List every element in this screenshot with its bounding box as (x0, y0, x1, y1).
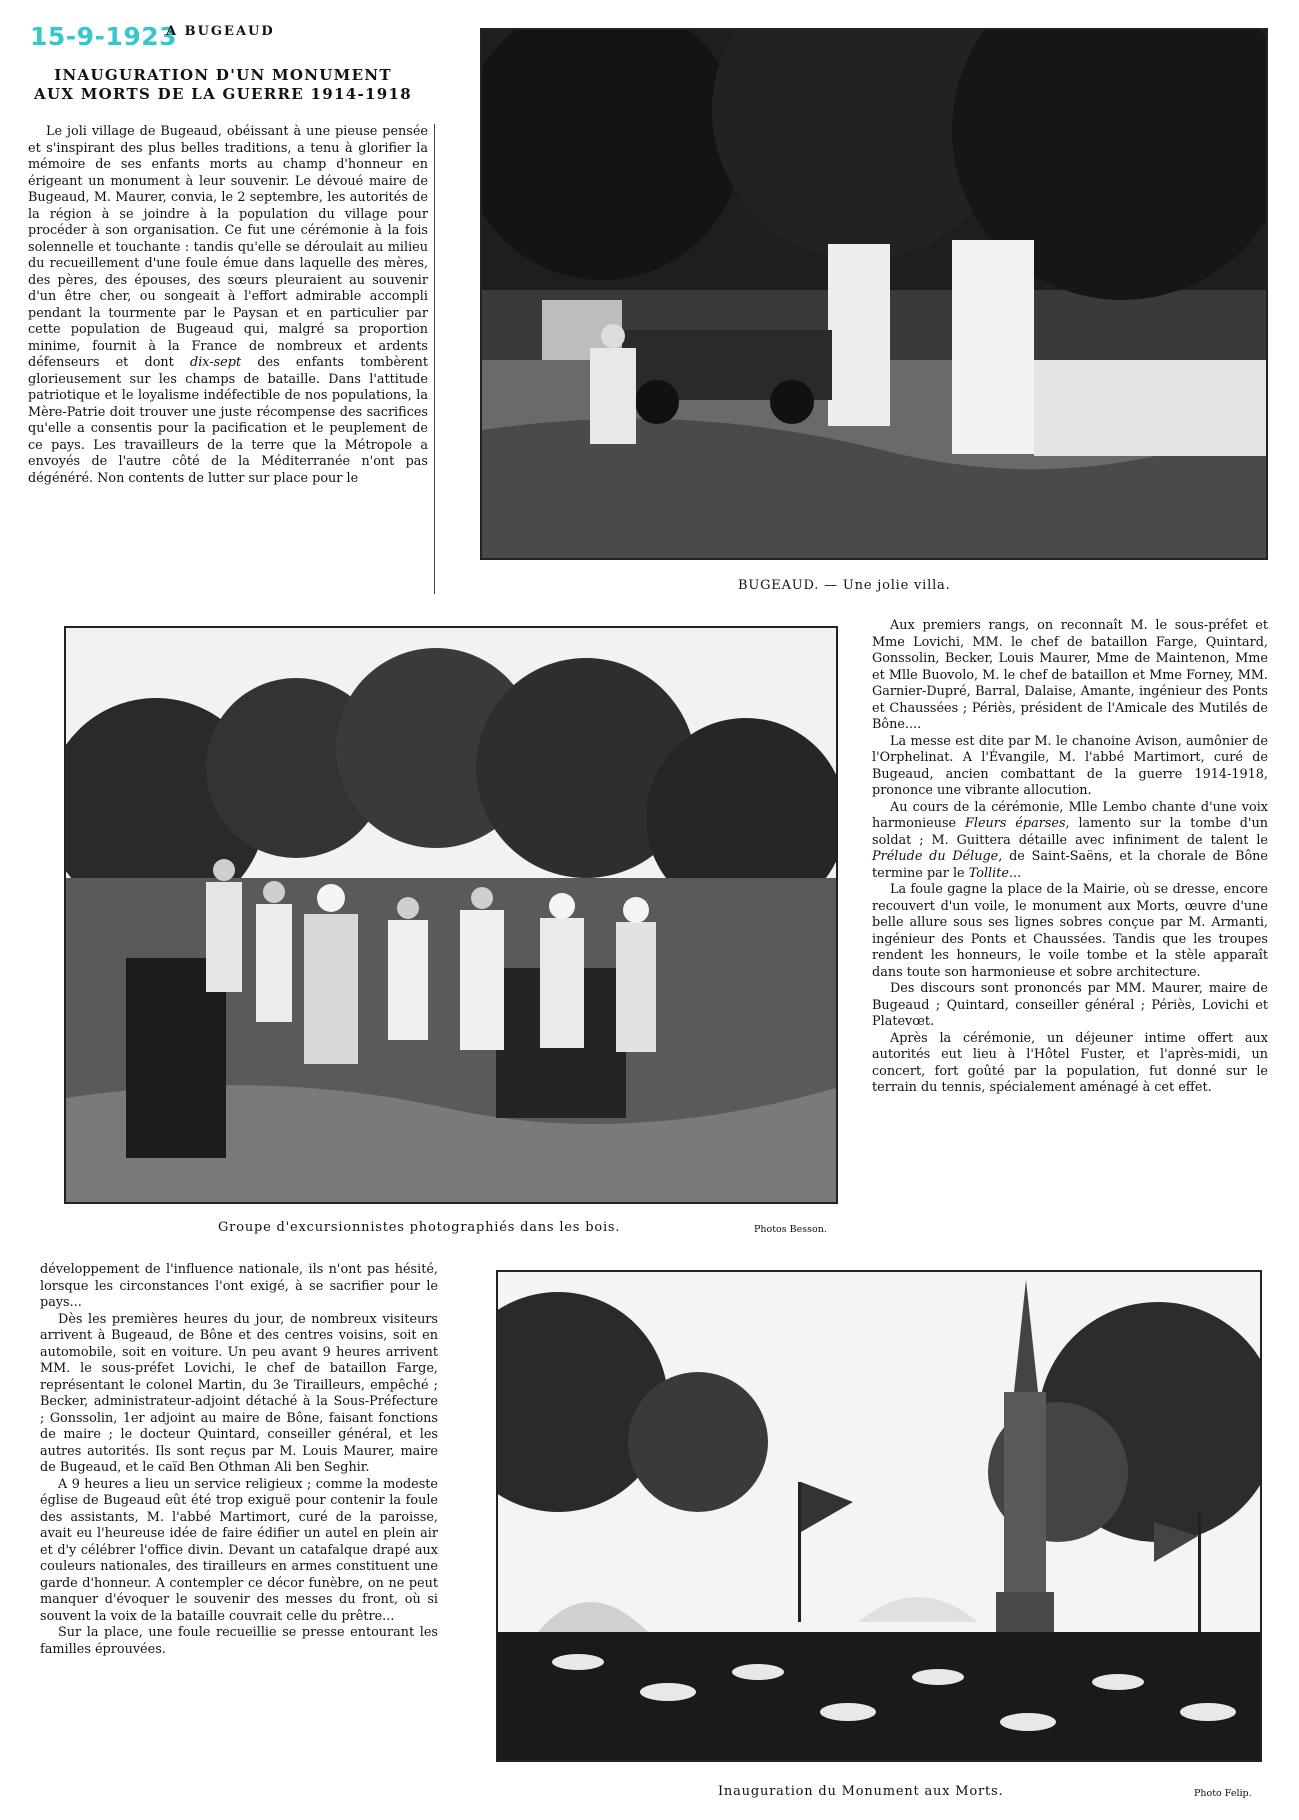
article-column-2 (872, 618, 1268, 1097)
date-stamp: 15-9-1923 (30, 22, 178, 51)
excursionists-image (66, 628, 836, 1202)
paragraph: Au cours de la cérémonie, Mlle Lembo chante d'une voix harmonieuse Fleurs éparses, lamento sur la tombe d'un soldat ; M. Guittera détaille avec infiniment de talent le Prélude du Déluge, de Saint-Saëns, et la chorale de Bône termine par le Tollite... (872, 799, 1268, 881)
monument-image (498, 1272, 1260, 1760)
column-divider (434, 124, 435, 594)
article-title (18, 66, 428, 104)
photo-excursionists-caption: Groupe d'excursionnistes photographiés dans les bois. (218, 1220, 621, 1235)
photo-monument-caption: Inauguration du Monument aux Morts. (718, 1784, 1004, 1799)
emphasis: dix-sept (190, 355, 242, 370)
photo-monument (496, 1270, 1262, 1762)
emphasis: Tollite (968, 865, 1009, 881)
paragraph: La messe est dite par M. le chanoine Avison, aumônier de l'Orphelinat. A l'Évangile, M. l'abbé Martimort, curé de Bugeaud, ancien combattant de la guerre 1914-1918, prononce une vibrante allocution. (872, 733, 1268, 798)
article-column-1 (28, 124, 428, 487)
photo-villa (480, 28, 1268, 560)
photo-villa-caption: BUGEAUD. — Une jolie villa. (738, 578, 951, 593)
paragraph: développement de l'influence nationale, ils n'ont pas hésité, lorsque les circonstances l'ont exigé, à se sacrifier pour le pays... (40, 1262, 438, 1310)
paragraph: Des discours sont prononcés par MM. Maurer, maire de Bugeaud ; Quintard, conseiller général ; Périès, Lovichi et Platevœt. (872, 981, 1268, 1029)
title-line-2: AUX MORTS DE LA GUERRE 1914-1918 (34, 85, 412, 103)
photo-monument-credit: Photo Felip. (1194, 1788, 1252, 1799)
paragraph: Sur la place, une foule recueillie se presse entourant les familles éprouvées. (40, 1625, 438, 1657)
emphasis: Prélude du Déluge (872, 849, 999, 864)
emphasis: Fleurs éparses (964, 816, 1066, 831)
paragraph: La foule gagne la place de la Mairie, où se dresse, encore recouvert d'un voile, le monument aux Morts, œuvre d'une belle allure sous ses lignes sobres conçue par M. Armanti, ingénieur des Ponts et Chaussées. Tandis que les troupes rendent les honneurs, le voile tombe et la stèle apparaît dans toute son harmonieuse et sobre architecture. (872, 882, 1268, 980)
paragraph: Dès les premières heures du jour, de nombreux visiteurs arrivent à Bugeaud, de Bône et des centres voisins, soit en automobile, soit en voiture. Un peu avant 9 heures arrivent MM. le sous-préfet Lovichi, le chef de bataillon Farge, représentant le colonel Martin, du 3e Tirailleurs, empêché ; Becker, administrateur-adjoint détaché à la Sous-Préfecture ; Gonssolin, 1er adjoint au maire de Bône, faisant fonctions de maire ; le docteur Quintard, conseiller général, et les autres autorités. Ils sont reçus par M. Louis Maurer, maire de Bugeaud, et le caïd Ben Othman Ali ben Seghir. (40, 1311, 438, 1475)
photo-excursionists-credit: Photos Besson. (754, 1224, 827, 1235)
paragraph: A 9 heures a lieu un service religieux ; comme la modeste église de Bugeaud eût été trop exiguë pour contenir la foule des assistants, M. l'abbé Martimort, curé de la paroisse, avait eu l'heureuse idée de faire édifier un autel en plein air et d'y célébrer l'office divin. Devant un catafalque drapé aux couleurs nationales, des tirailleurs en armes constituent une garde d'honneur. A contempler ce décor funèbre, on ne peut manquer d'évoquer le souvenir des messes du front, où si souvent la voix de la bataille couvrait celle du prêtre... (40, 1476, 438, 1624)
villa-image (482, 30, 1266, 558)
section-header: A BUGEAUD (166, 24, 275, 39)
photo-excursionists (64, 626, 838, 1204)
paragraph: Le joli village de Bugeaud, obéissant à une pieuse pensée et s'inspirant des plus belles traditions, a tenu à glorifier la mémoire de ses enfants morts au champ d'honneur en érigeant un monument à leur souvenir. Le dévoué maire de Bugeaud, M. Maurer, convia, le 2 septembre, les autorités de la région à se joindre à la population du village pour procéder à son organisation. Ce fut une cérémonie à la fois solennelle et touchante : tandis qu'elle se déroulait au milieu du recueillement d'une foule émue dans laquelle des mères, des pères, des épouses, des sœurs pleuraient au souvenir d'un être cher, ou songeait à l'effort admirable accompli pendant la tourmente par le Paysan et en particulier par cette population de Bugeaud qui, malgré sa proportion minime, fournit à la France de nombreux et ardents défenseurs et dont dix-sept des enfants tombèrent glorieusement sur les champs de bataille. Dans l'attitude patriotique et le loyalisme indéfectible de nos populations, la Mère-Patrie doit trouver une juste récompense des sacrifices qu'elle a consentis pour la pacification et le peuplement de ce pays. Les travailleurs de la terre que la Métropole a envoyés de l'autre côté de la Méditerranée n'ont pas dégénéré. Non contents de lutter sur place pour le (28, 124, 429, 486)
paragraph: Après la cérémonie, un déjeuner intime offert aux autorités eut lieu à l'Hôtel Fuster, et l'après-midi, un concert, fort goûté par la population, fut donné sur le terrain du tennis, spécialement aménagé à cet effet. (872, 1030, 1268, 1095)
paragraph: Aux premiers rangs, on reconnaît M. le sous-préfet et Mme Lovichi, MM. le chef de bataillon Farge, Quintard, Gonssolin, Becker, Louis Maurer, Mme de Maintenon, Mme et Mlle Buovolo, M. le chef de bataillon et Mme Forney, MM. Garnier-Dupré, Barral, Dalaise, Amante, ingénieur des Ponts et Chaussées ; Périès, président de l'Amicale des Mutilés de Bône.... (872, 618, 1268, 732)
title-line-1: INAUGURATION D'UN MONUMENT (54, 66, 392, 84)
article-column-3 (40, 1262, 438, 1658)
